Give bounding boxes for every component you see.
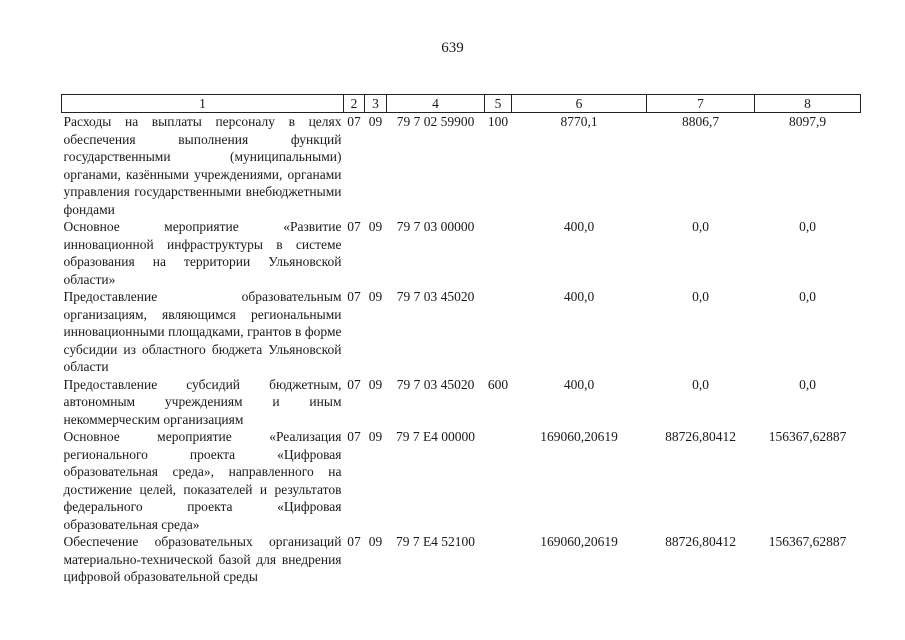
row-target-article: 79 7 E4 52100 bbox=[395, 534, 476, 549]
row-target-article: 79 7 02 59900 bbox=[396, 114, 475, 129]
row-expense-type bbox=[485, 218, 512, 288]
row-section: 07 bbox=[347, 376, 361, 392]
row-section: 07 bbox=[347, 534, 361, 549]
row-amount-1: 400,0 bbox=[563, 289, 595, 304]
column-header-3: 3 bbox=[365, 95, 387, 113]
row-target-article: 79 7 03 45020 bbox=[396, 289, 475, 304]
column-header-8: 8 bbox=[755, 95, 861, 113]
row-target-article: 79 7 03 45020 bbox=[396, 376, 475, 392]
row-subsection: 09 bbox=[368, 219, 383, 234]
row-expense-type: 600 bbox=[487, 376, 509, 392]
table-row bbox=[62, 533, 861, 586]
row-subsection: 09 bbox=[368, 289, 383, 304]
table-row bbox=[62, 218, 861, 288]
table-row bbox=[62, 428, 861, 533]
row-name: Основное мероприятие «Развитие инновационной инфраструктуры в системе образования на территории Ульяновской области» bbox=[63, 219, 342, 287]
row-name: Основное мероприятие «Реализация регионального проекта «Цифровая образовательная среда», направленного на достижение целей, показателей и результатов федерального проекта «Цифровая образовательная среда» bbox=[63, 429, 342, 532]
row-amount-1: 169060,20619 bbox=[540, 429, 618, 444]
row-subsection: 09 bbox=[368, 534, 383, 549]
table-header bbox=[62, 95, 861, 113]
budget-table bbox=[61, 94, 861, 586]
row-expense-type bbox=[485, 533, 512, 586]
column-header-6: 6 bbox=[512, 95, 647, 113]
column-header-7: 7 bbox=[647, 95, 755, 113]
column-header-4: 4 bbox=[387, 95, 485, 113]
row-section: 07 bbox=[347, 114, 361, 129]
row-subsection: 09 bbox=[368, 376, 383, 392]
row-section: 07 bbox=[347, 429, 361, 444]
row-amount-1: 8770,1 bbox=[560, 114, 598, 129]
row-name: Предоставление образовательным организациям, являющимся региональными инновационными площадками, грантов в форме субсидии из областного бюджета Ульяновской области bbox=[63, 289, 342, 374]
row-amount-3: 156367,62887 bbox=[768, 534, 847, 549]
row-expense-type: 100 bbox=[487, 114, 509, 129]
table-row bbox=[62, 113, 861, 219]
row-amount-3: 8097,9 bbox=[788, 114, 827, 129]
row-amount-3: 156367,62887 bbox=[768, 429, 847, 444]
row-amount-2: 0,0 bbox=[692, 289, 709, 304]
row-target-article: 79 7 03 00000 bbox=[396, 219, 475, 234]
column-header-1: 1 bbox=[62, 95, 344, 113]
row-amount-1: 400,0 bbox=[563, 219, 595, 234]
table-row bbox=[62, 376, 861, 429]
row-target-article: 79 7 E4 00000 bbox=[395, 429, 476, 444]
page-number: 639 bbox=[441, 40, 464, 56]
row-expense-type bbox=[485, 288, 512, 376]
table-row bbox=[62, 288, 861, 376]
row-amount-2: 0,0 bbox=[692, 219, 709, 234]
row-amount-2: 88726,80412 bbox=[665, 534, 736, 549]
row-amount-2: 8806,7 bbox=[681, 114, 720, 129]
column-header-2: 2 bbox=[344, 95, 365, 113]
column-header-5: 5 bbox=[485, 95, 512, 113]
row-subsection: 09 bbox=[368, 429, 383, 444]
row-name: Расходы на выплаты персоналу в целях обеспечения выполнения функций государственными (муниципальными) органами, казёнными учреждениями, органами управления государственными внебюджетными фондами bbox=[63, 114, 342, 217]
row-expense-type bbox=[485, 428, 512, 533]
row-amount-2: 88726,80412 bbox=[665, 429, 736, 444]
row-amount-3: 0,0 bbox=[799, 219, 816, 234]
row-name: Предоставление субсидий бюджетным, автономным учреждениям и иным некоммерческим организациям bbox=[63, 376, 342, 427]
row-amount-1: 400,0 bbox=[563, 376, 595, 392]
row-section: 07 bbox=[347, 289, 361, 304]
row-amount-3: 0,0 bbox=[799, 376, 816, 392]
row-section: 07 bbox=[347, 219, 361, 234]
row-amount-2: 0,0 bbox=[692, 376, 709, 392]
row-amount-1: 169060,20619 bbox=[540, 534, 618, 549]
row-subsection: 09 bbox=[368, 114, 383, 129]
row-name: Обеспечение образовательных организаций материально-технической базой для внедрения цифровой образовательной среды bbox=[63, 534, 342, 584]
row-amount-3: 0,0 bbox=[799, 289, 816, 304]
